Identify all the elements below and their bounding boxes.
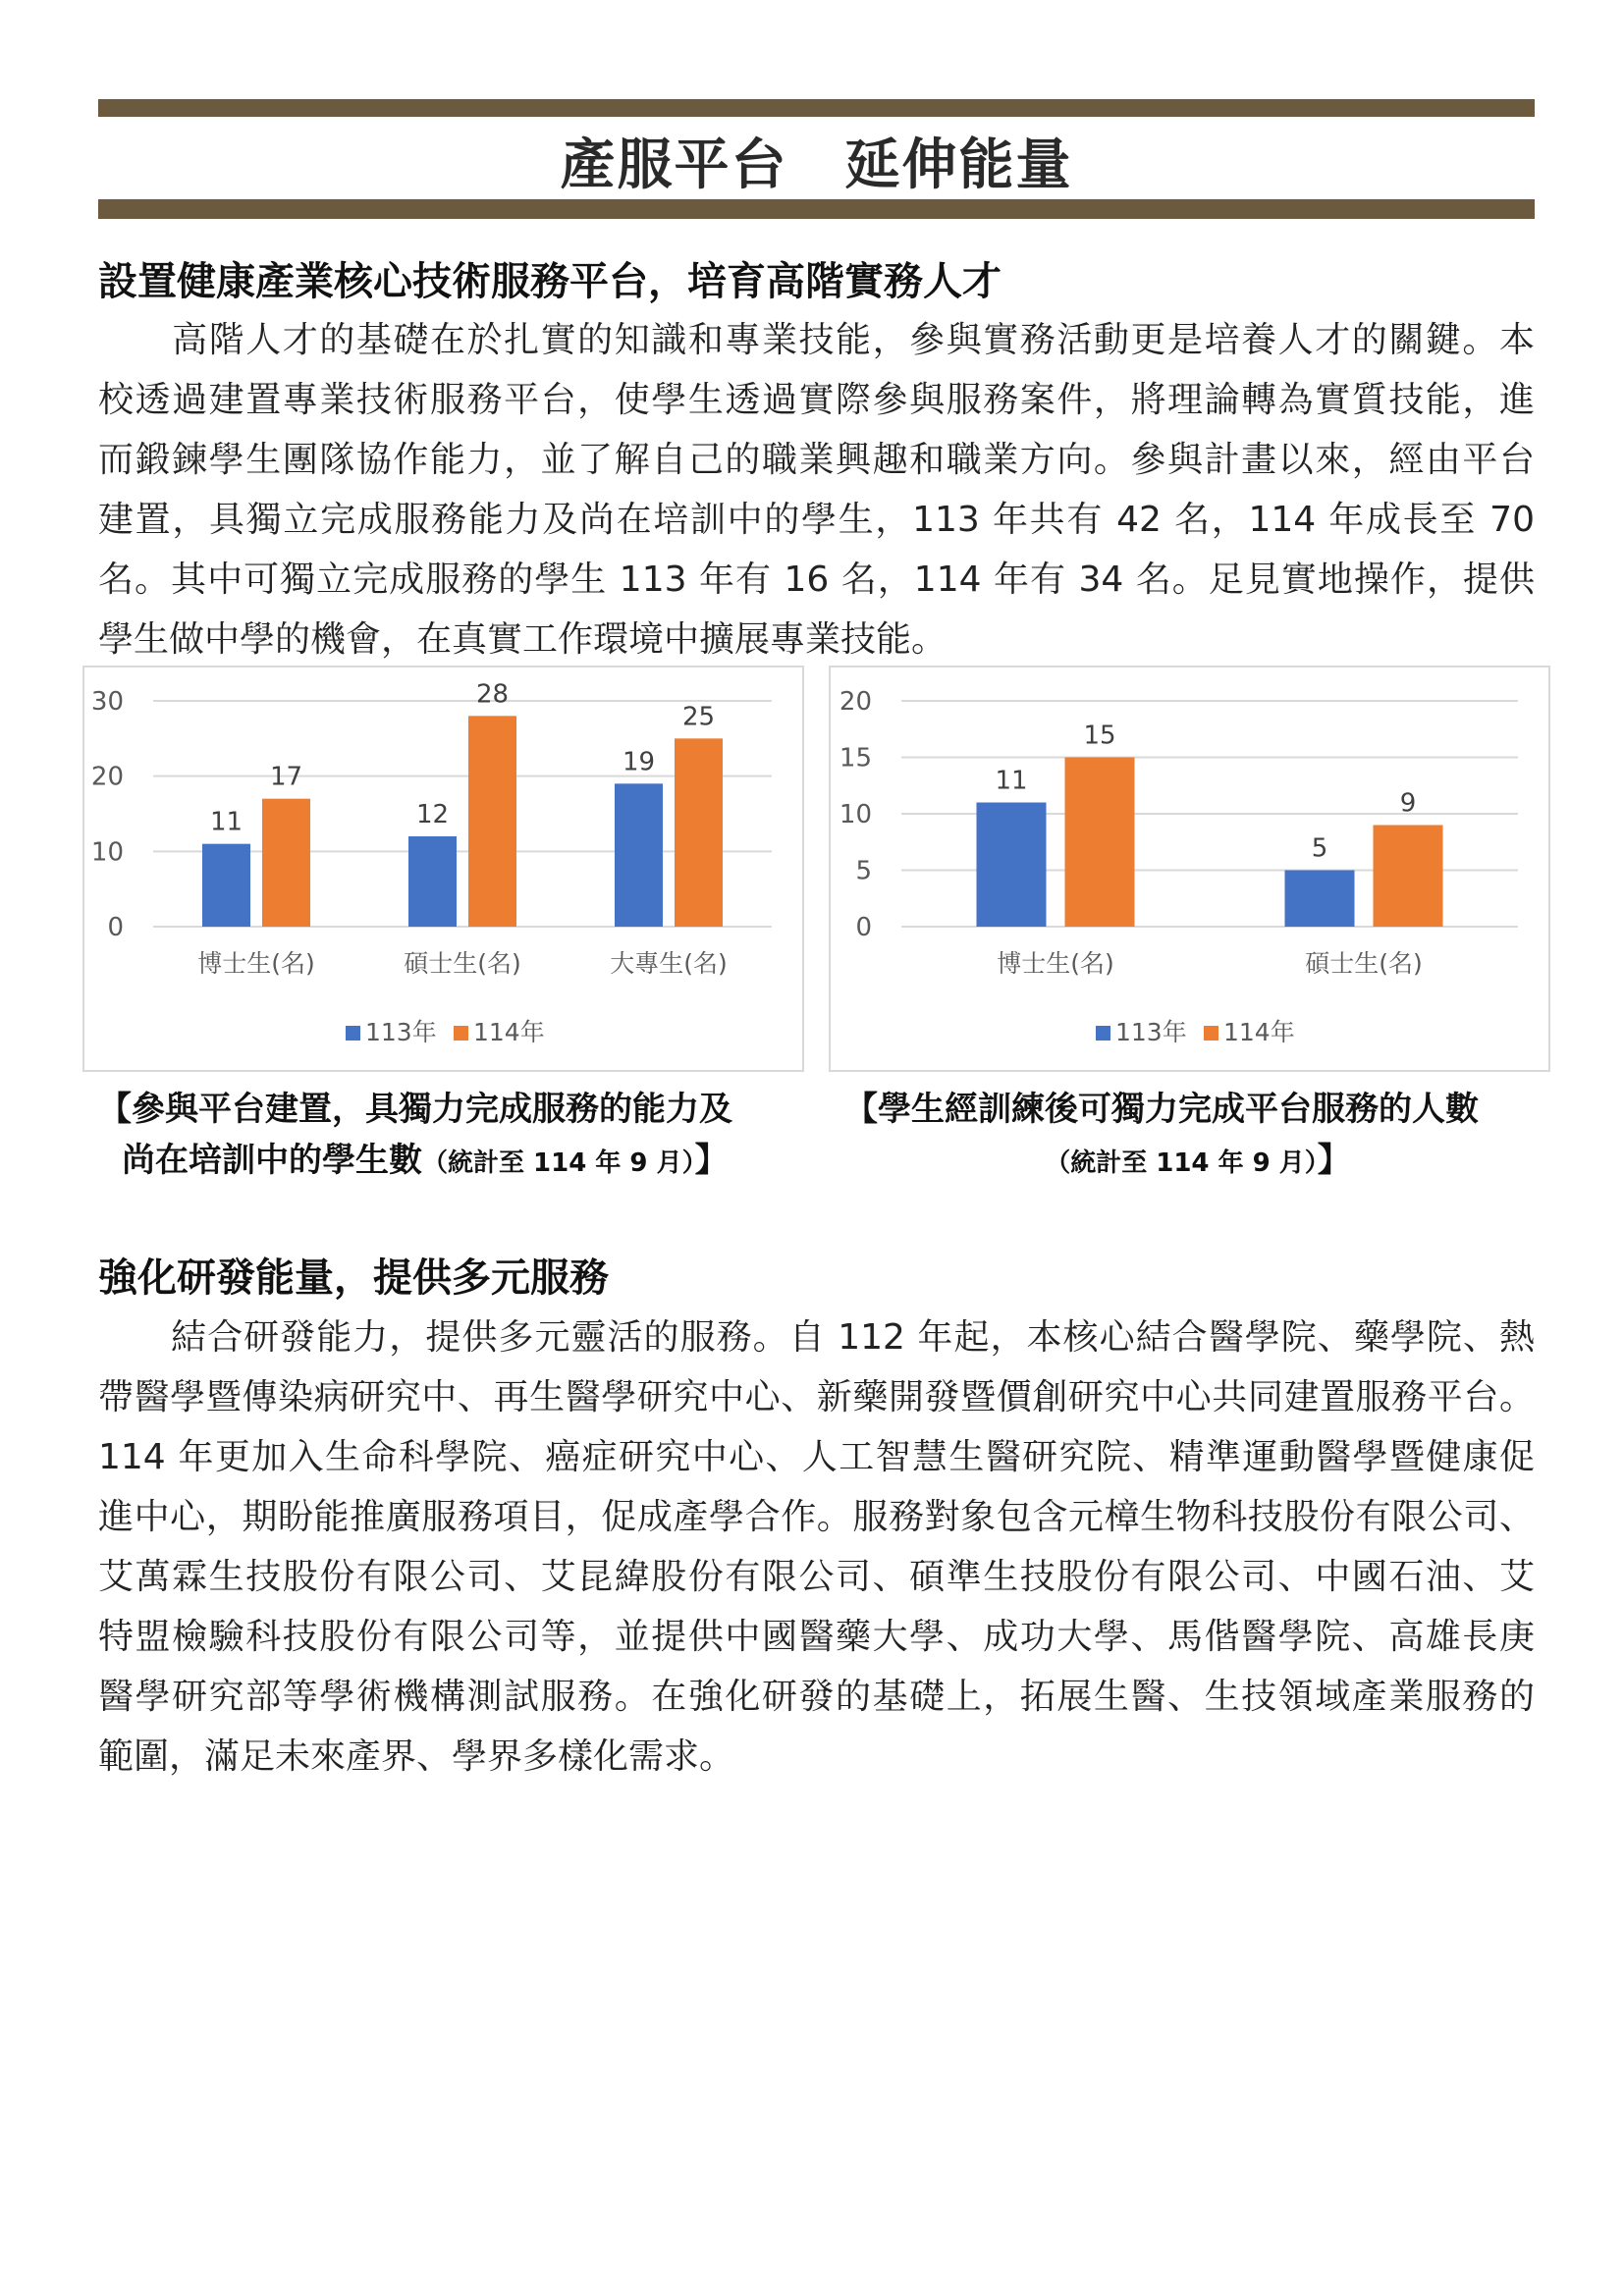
data-label: 5 xyxy=(1311,833,1328,864)
legend-swatch xyxy=(1096,1026,1110,1041)
paragraph-line: 學生做中學的機會，在真實工作環境中擴展專業技能。 xyxy=(98,619,947,660)
y-tick-label: 15 xyxy=(839,743,872,774)
bar xyxy=(675,738,723,927)
legend-swatch xyxy=(346,1026,360,1041)
paragraph-line: 而鍛鍊學生團隊協作能力，並了解自己的職業興趣和職業方向。參與計畫以來，經由平台 xyxy=(98,440,1535,480)
paragraph-line: 進中心，期盼能推廣服務項目，促成產學合作。服務對象包含元樟生物科技股份有限公司、 xyxy=(98,1497,1535,1537)
section-paragraph-rnd xyxy=(98,1308,1535,1787)
category-label: 博士生(名) xyxy=(197,949,315,978)
chart-independent-students xyxy=(829,666,1550,1072)
data-label: 28 xyxy=(475,679,510,710)
data-label: 12 xyxy=(415,800,450,829)
category-label: 碩士生(名) xyxy=(1305,949,1423,978)
data-label: 11 xyxy=(209,807,244,837)
chart-students-participation xyxy=(82,666,804,1072)
caption-line: 【學生經訓練後可獨力完成平台服務的人數 xyxy=(844,1090,1479,1129)
y-tick-label: 0 xyxy=(855,913,872,942)
bar xyxy=(408,836,457,927)
caption-note: （統計至 114 年 9 月） xyxy=(1045,1148,1318,1178)
y-tick-label: 5 xyxy=(855,856,872,886)
y-tick-label: 20 xyxy=(90,762,124,792)
caption-line xyxy=(98,1135,815,1189)
y-tick-label: 20 xyxy=(839,687,872,717)
paragraph-line: 名。其中可獨立完成服務的學生 113 年有 16 名，114 年有 34 名。足見實地操作，提供 xyxy=(98,560,1535,600)
legend-label: 113年 xyxy=(365,1018,437,1046)
bar xyxy=(1285,871,1355,928)
chart-2-caption xyxy=(844,1084,1551,1189)
paragraph-line: 艾萬霖生技股份有限公司、艾昆緯股份有限公司、碩準生技股份有限公司、中國石油、艾 xyxy=(98,1557,1535,1597)
chart-1-caption xyxy=(98,1084,815,1189)
y-tick-label: 0 xyxy=(107,913,124,942)
bar xyxy=(202,844,250,927)
caption-bracket: 】 xyxy=(1317,1141,1351,1180)
bar xyxy=(1374,826,1443,928)
bar xyxy=(468,716,516,927)
caption-line: 【參與平台建置，具獨力完成服務的能力及 xyxy=(98,1090,732,1129)
data-label: 19 xyxy=(622,747,656,777)
category-label: 大專生(名) xyxy=(610,949,728,978)
paragraph-line: 校透過建置專業技術服務平台，使學生透過實際參與服務案件，將理論轉為實質技能，進 xyxy=(98,380,1535,420)
section-heading-rnd: 強化研發能量，提供多元服務 xyxy=(98,1255,609,1301)
legend-label: 113年 xyxy=(1115,1018,1187,1046)
chart-2-svg xyxy=(831,667,1548,1070)
y-tick-label: 30 xyxy=(90,687,124,717)
data-label: 25 xyxy=(681,702,716,732)
legend-label: 114年 xyxy=(1223,1018,1295,1046)
paragraph-line: 結合研發能力，提供多元靈活的服務。自 112 年起，本核心結合醫學院、藥學院、熱 xyxy=(98,1317,1535,1358)
paragraph-line: 建置，具獨立完成服務能力及尚在培訓中的學生，113 年共有 42 名，114 年成長至 70 xyxy=(98,500,1535,540)
category-label: 碩士生(名) xyxy=(404,949,521,978)
section-heading-platform: 設置健康產業核心技術服務平台，培育高階實務人才 xyxy=(98,259,1001,304)
data-label: 9 xyxy=(1399,788,1417,819)
bar xyxy=(615,783,663,927)
data-label: 15 xyxy=(1083,721,1116,751)
y-tick-label: 10 xyxy=(90,837,124,868)
paragraph-line: 帶醫學暨傳染病研究中、再生醫學研究中心、新藥開發暨價創研究中心共同建置服務平台。 xyxy=(98,1377,1535,1417)
caption-bracket: 】 xyxy=(694,1141,729,1180)
legend-swatch xyxy=(1204,1026,1218,1041)
section-paragraph-platform xyxy=(98,310,1535,669)
bar xyxy=(1065,758,1135,928)
data-label: 17 xyxy=(269,762,303,792)
paragraph-line: 特盟檢驗科技股份有限公司等，並提供中國醫藥大學、成功大學、馬偕醫學院、高雄長庚 xyxy=(98,1617,1535,1657)
bar xyxy=(262,799,310,927)
title-top-rule xyxy=(98,99,1535,117)
chart-1-svg xyxy=(84,667,802,1070)
title-bottom-rule xyxy=(98,199,1535,219)
caption-note: （統計至 114 年 9 月） xyxy=(422,1148,695,1178)
paragraph-line: 高階人才的基礎在於扎實的知識和專業技能，參與實務活動更是培養人才的關鍵。本 xyxy=(98,320,1535,360)
bar xyxy=(977,803,1047,928)
paragraph-line: 114 年更加入生命科學院、癌症研究中心、人工智慧生醫研究院、精準運動醫學暨健康促 xyxy=(98,1437,1535,1477)
legend-label: 114年 xyxy=(473,1018,545,1046)
y-tick-label: 10 xyxy=(839,800,872,829)
paragraph-line: 醫學研究部等學術機構測試服務。在強化研發的基礎上，拓展生醫、生技領域產業服務的 xyxy=(98,1677,1535,1717)
paragraph-line: 範圍，滿足未來產界、學界多樣化需求。 xyxy=(98,1736,735,1777)
caption-line xyxy=(844,1135,1551,1189)
data-label: 11 xyxy=(995,766,1028,796)
category-label: 博士生(名) xyxy=(997,949,1114,978)
legend-swatch xyxy=(454,1026,468,1041)
caption-text: 尚在培訓中的學生數 xyxy=(122,1141,422,1180)
page-title: 產服平台 延伸能量 xyxy=(560,133,1073,197)
